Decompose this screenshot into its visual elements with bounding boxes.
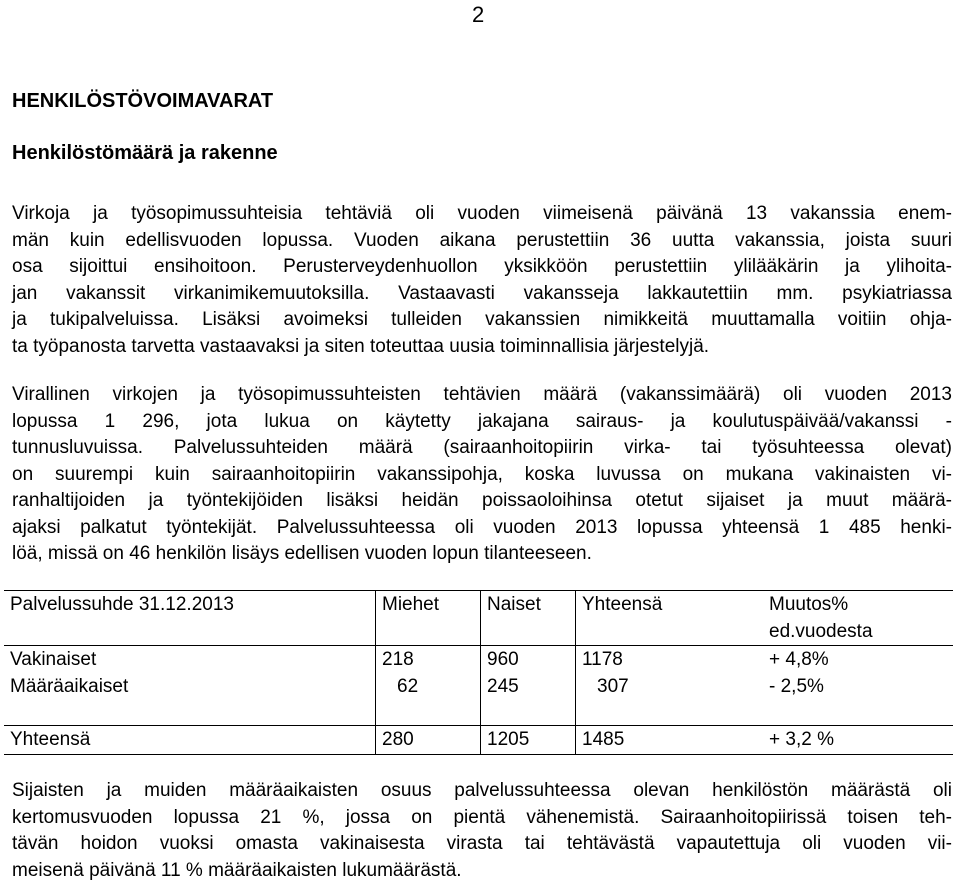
paragraph-vacancies [12, 382, 952, 568]
miehet-cell [376, 646, 481, 726]
staff-table [4, 590, 953, 755]
cell-value: 218 [382, 649, 414, 670]
header-text: Muutos% [769, 594, 849, 615]
paragraph-fixed-term [12, 778, 952, 884]
total-label: Yhteensä [4, 726, 376, 755]
text-line: tunnusluvuissa. Palvelussuhteiden määrä (sairaanhoitopiirin virka- tai työsuhteessa olevat) [12, 437, 952, 458]
header-cell: Naiset [481, 591, 576, 646]
text-line: osa sijoittui ensihoitoon. Perusterveydenhuollon yksikköön perustettiin ylilääkärin ja ylihoita- [12, 256, 952, 277]
header-text: ed.vuodesta [769, 620, 873, 642]
page-number: 2 [472, 2, 485, 27]
table-row [4, 646, 953, 726]
section-title: HENKILÖSTÖVOIMAVARAT [12, 90, 274, 112]
text-line: tävän hoidon vuoksi omasta vakinaisesta virasta tai tehtävästä vapautettuja oli vuoden vii- [12, 833, 952, 854]
text-line: ta työpanosta tarvetta vastaavaksi ja siten toteuttaa uusia toiminnallisia järjestelyjä. [12, 335, 710, 357]
total-yhteensa: 1485 [576, 726, 764, 755]
text-line: kertomusvuoden lopussa 21 %, jossa on pientä vähenemistä. Sairaanhoitopiirissä toisen teh- [12, 806, 952, 828]
text-line: meisenä päivänä 11 % määräaikaisten lukumäärästä. [12, 859, 462, 881]
header-cell: Palvelussuhde 31.12.2013 [4, 591, 376, 646]
table-total-row [4, 726, 953, 755]
row-labels [4, 646, 376, 726]
text-line: lopussa 1 296, jota lukua on käytetty jakajana sairaus- ja koulutuspäivää/vakanssi - [12, 410, 952, 432]
cell-value: 62 [397, 675, 419, 697]
cell-value: - 2,5% [769, 675, 824, 697]
cell-value: 245 [487, 675, 519, 697]
cell-value: 1178 [582, 649, 623, 670]
yhteensa-cell [576, 646, 764, 726]
text-line: on suurempi kuin sairaanhoitopiirin vakanssipohja, koska luvussa on mukana vakinaisten vi- [12, 463, 952, 485]
text-line: män kuin edellisvuoden lopussa. Vuoden aikana perustettiin 36 uutta vakanssia, joista suuri [12, 229, 952, 251]
total-muutos: + 3,2 % [763, 726, 953, 755]
total-naiset: 1205 [481, 726, 576, 755]
text-line: Virallinen virkojen ja työsopimussuhteisten tehtävien määrä (vakanssimäärä) oli vuoden 2013 [12, 384, 952, 405]
cell-value: 960 [487, 649, 519, 670]
table-header-row [4, 591, 953, 646]
text-line: löä, missä on 46 henkilön lisäys edellisen vuoden lopun tilanteeseen. [12, 543, 592, 564]
naiset-cell [481, 646, 576, 726]
paragraph-intro [12, 201, 952, 360]
row-label: Määräaikaiset [10, 675, 129, 697]
text-line: ja tukipalveluissa. Lisäksi avoimeksi tulleiden vakanssien nimikkeitä muuttamalla voitiin ohja- [12, 309, 952, 330]
text-line: ranhaltijoiden ja työntekijöiden lisäksi heidän poissaoloihinsa otetut sijaiset ja muut määrä- [12, 490, 952, 511]
header-cell [763, 591, 953, 646]
cell-value: 307 [597, 675, 629, 697]
row-label: Vakinaiset [10, 649, 97, 670]
header-cell: Yhteensä [576, 591, 764, 646]
section-subtitle: Henkilöstömäärä ja rakenne [12, 142, 278, 164]
text-line: Virkoja ja työsopimussuhteisia tehtäviä oli vuoden viimeisenä päivänä 13 vakanssia enem- [12, 203, 952, 224]
muutos-cell [763, 646, 953, 726]
text-line: jan vakanssit virkanimikemuutoksilla. Vastaavasti vakansseja lakkautettiin mm. psykiatriassa [12, 282, 952, 304]
total-miehet: 280 [376, 726, 481, 755]
text-line: ajaksi palkatut työntekijät. Palvelussuhteessa oli vuoden 2013 lopussa yhteensä 1 485 henki- [12, 516, 952, 538]
text-line: Sijaisten ja muiden määräaikaisten osuus palvelussuhteessa olevan henkilöstön määrästä oli [12, 780, 952, 801]
header-cell: Miehet [376, 591, 481, 646]
cell-value: + 4,8% [769, 649, 829, 670]
